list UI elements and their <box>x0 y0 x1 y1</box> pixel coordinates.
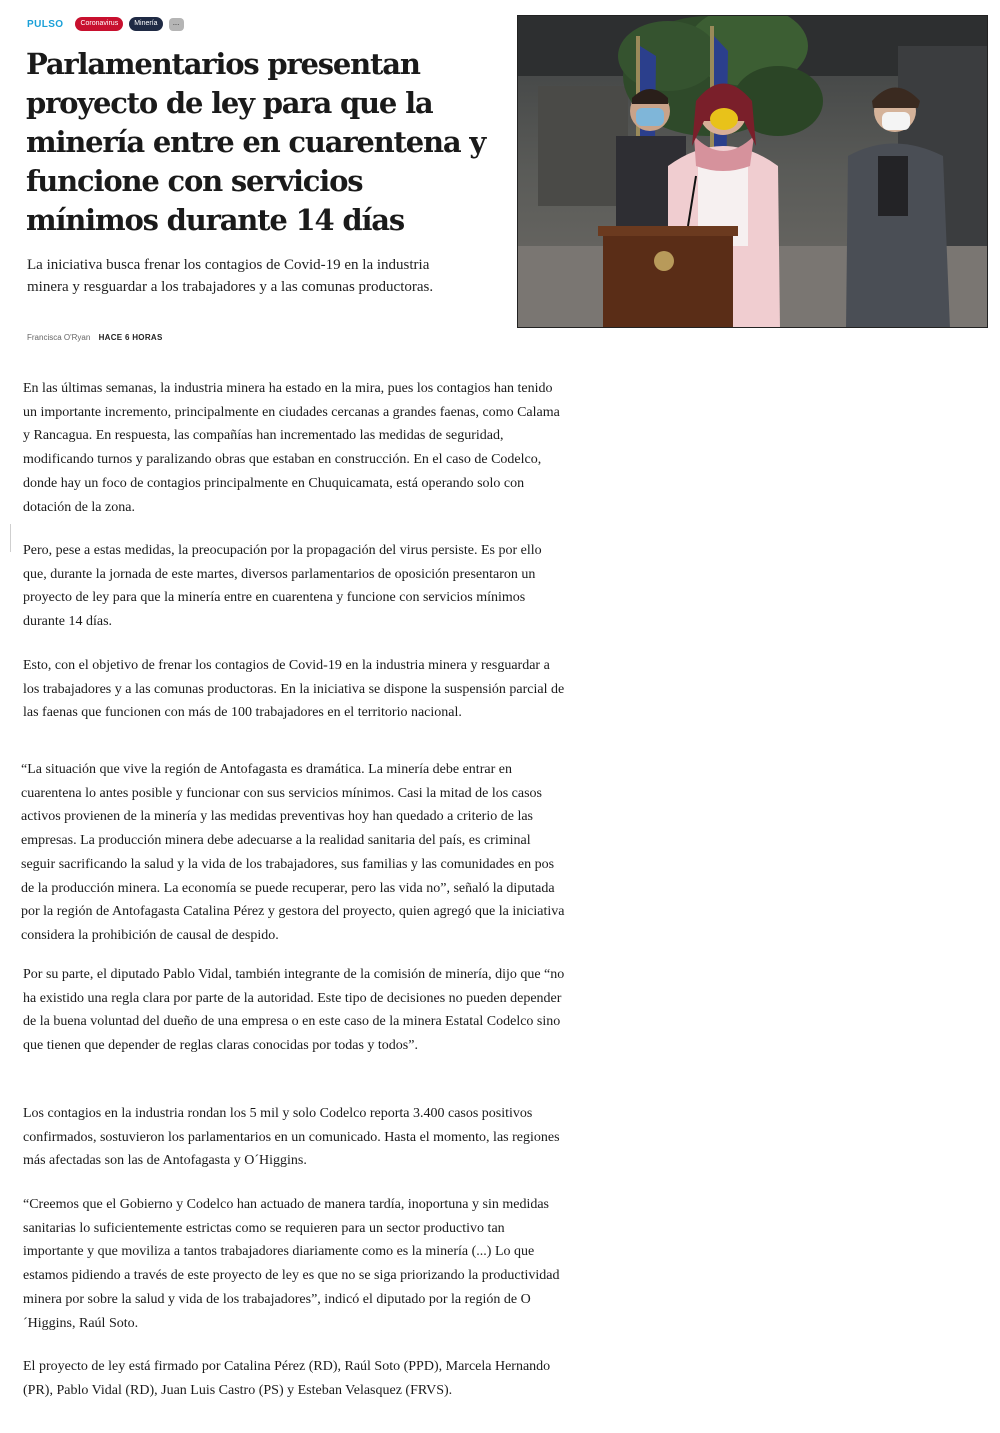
more-tags-button[interactable]: ... <box>169 18 184 31</box>
tag-coronavirus[interactable]: Coronavirus <box>75 17 123 31</box>
paragraph-5: Por su parte, el diputado Pablo Vidal, también integrante de la comisión de minería, dijo que “no ha existido una regla clara por parte de la autoridad. Este tipo de decisiones no pueden depender de la buena voluntad del dueño de una empresa o en este caso de la minera Estatal Codelco sino que tienen que depender de reglas claras conocidas por todas y todos”. <box>23 967 565 1054</box>
paragraph-7: “Creemos que el Gobierno y Codelco han actuado de manera tardía, inoportuna y sin medidas sanitarias lo suficientemente estrictas como se requieren para un sector productivo tan importante y que moviliza a tantos trabajadores diariamente como es la minería (...) Lo que estamos pidiendo a través de este proyecto de ley es que no se siga priorizando la productividad minera por sobre la salud y vida de los trabajadores”, indicó el diputado por la región de O´Higgins, Raúl Soto. <box>23 1197 560 1331</box>
divider <box>10 524 11 552</box>
section-label[interactable]: PULSO <box>27 18 64 30</box>
tag-mineria[interactable]: Minería <box>129 17 162 31</box>
byline <box>27 333 163 342</box>
photo-illustration <box>518 16 988 328</box>
paragraph-8: El proyecto de ley está firmado por Catalina Pérez (RD), Raúl Soto (PPD), Marcela Hernando (PR), Pablo Vidal (RD), Juan Luis Castro (PS) y Esteban Velasquez (FRVS). <box>23 1359 551 1398</box>
article-tags <box>27 16 184 32</box>
paragraph-6: Los contagios en la industria rondan los 5 mil y solo Codelco reporta 3.400 casos positivos confirmados, sostuvieron los parlamentarios en un comunicado. Hasta el momento, las regiones más afectadas son las de Antofagasta y O´Higgins. <box>23 1106 560 1169</box>
paragraph-1: En las últimas semanas, la industria minera ha estado en la mira, pues los contagios han tenido un importante incremento, principalmente en ciudades cercanas a grandes faenas, como Calama y Rancagua. En respuesta, las compañías han incrementado las medidas de seguridad, modificando turnos y paralizando obras que estaban en construcción. En el caso de Codelco, donde hay un foco de contagios principalmente en Chuquicamata, está operando solo con dotación de la zona. <box>23 381 560 515</box>
article-subhead: La iniciativa busca frenar los contagios de Covid-19 en la industria minera y resguardar a los trabajadores y a las comunas productoras. <box>27 257 434 295</box>
article-photo <box>517 15 988 328</box>
article-headline: Parlamentarios presentan proyecto de ley para que la minería entre en cuarentena y funcione con servicios mínimos durante 14 días <box>26 47 486 237</box>
publish-time: HACE 6 HORAS <box>98 333 163 342</box>
paragraph-4: “La situación que vive la región de Antofagasta es dramática. La minería debe entrar en cuarentena lo antes posible y funcionar con sus servicios mínimos. Casi la mitad de los casos activos provienen de la minería y las medidas preventivas hoy han quedado a criterio de las empresas. La producción minera debe adecuarse a la realidad sanitaria del país, es criminal seguir sacrificando la salud y la vida de los trabajadores, sus familias y las comunidades en pos de la producción minera. La economía se puede recuperar, pero las vida no”, señaló la diputada por la región de Antofagasta Catalina Pérez y gestora del proyecto, quien agregó que la iniciativa considera la prohibición de causal de despido. <box>21 762 565 943</box>
paragraph-3: Esto, con el objetivo de frenar los contagios de Covid-19 en la industria minera y resguardar a los trabajadores y a las comunas productoras. En la iniciativa se dispone la suspensión parcial de las faenas que funcionen con más de 100 trabajadores en el territorio nacional. <box>23 658 565 721</box>
author-name[interactable]: Francisca O'Ryan <box>27 333 91 342</box>
paragraph-2: Pero, pese a estas medidas, la preocupación por la propagación del virus persiste. Es por ello que, durante la jornada de este martes, diversos parlamentarios de oposición presentaron un proyecto de ley para que la minería entre en cuarentena y funcione con servicios mínimos durante 14 días. <box>23 543 542 630</box>
